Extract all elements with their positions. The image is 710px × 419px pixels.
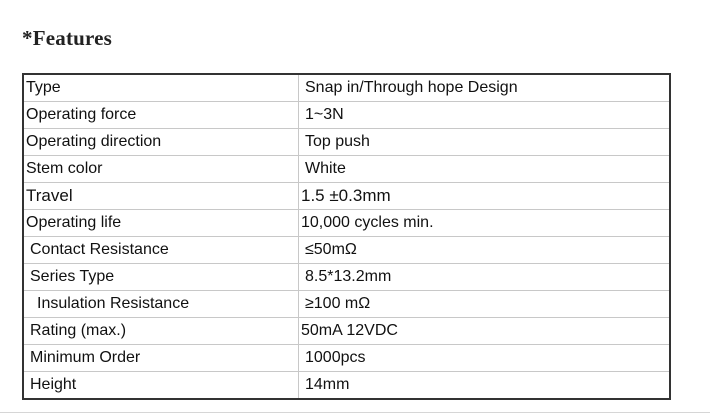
row-value: Top push [299,129,671,156]
row-value: 10,000 cycles min. [299,210,671,237]
row-label: Contact Resistance [23,237,299,264]
table-row [23,183,670,210]
row-label: Operating life [23,210,299,237]
table-row [23,345,670,372]
row-value: White [299,156,671,183]
row-value: 14mm [299,372,671,400]
table-row [23,102,670,129]
row-label: Height [23,372,299,400]
row-value: 1000pcs [299,345,671,372]
table-row [23,237,670,264]
row-label: Type [23,74,299,102]
row-label: Rating (max.) [23,318,299,345]
table-row [23,372,670,400]
page-divider [0,412,710,413]
row-value: 1~3N [299,102,671,129]
table-row [23,264,670,291]
row-label: Series Type [23,264,299,291]
row-label: Operating force [23,102,299,129]
row-label: Travel [23,183,299,210]
table-row [23,129,670,156]
table-row [23,318,670,345]
features-table [22,73,671,400]
table-row [23,210,670,237]
table-row [23,74,670,102]
row-label: Operating direction [23,129,299,156]
row-label: Insulation Resistance [23,291,299,318]
row-label: Minimum Order [23,345,299,372]
table-row [23,156,670,183]
row-value: ≥100 mΩ [299,291,671,318]
row-value: ≤50mΩ [299,237,671,264]
row-value: 8.5*13.2mm [299,264,671,291]
table-row [23,291,670,318]
row-value: 1.5 ±0.3mm [299,183,671,210]
page-title: *Features [22,26,113,50]
row-label: Stem color [23,156,299,183]
row-value: 50mA 12VDC [299,318,671,345]
row-value: Snap in/Through hope Design [299,74,671,102]
